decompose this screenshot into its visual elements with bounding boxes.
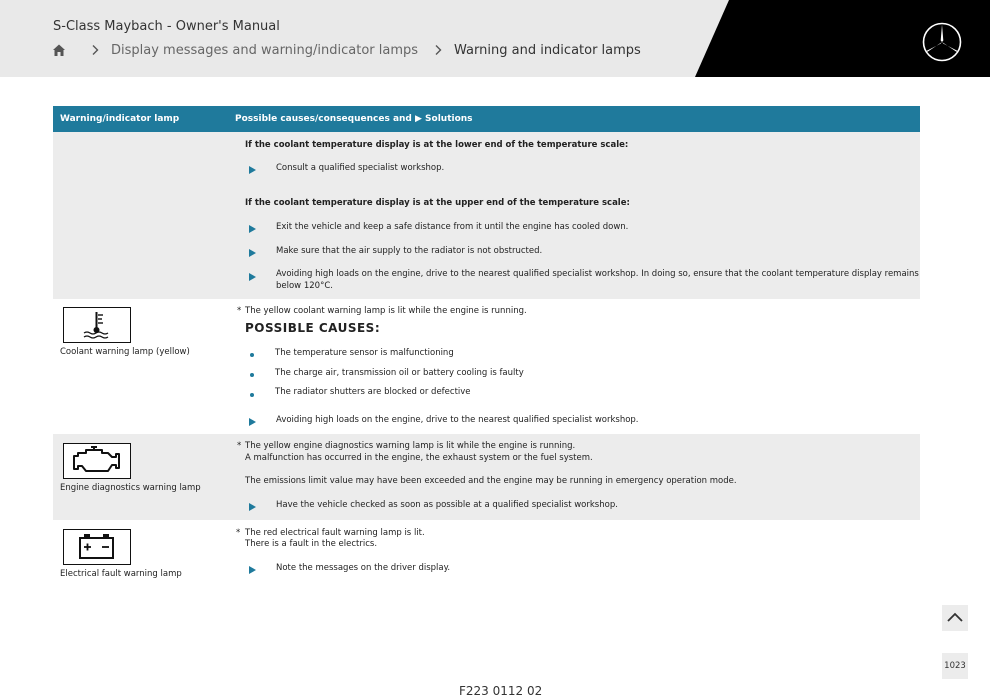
solution-arrow-icon [249, 273, 256, 281]
intro-text: There is a fault in the electrics. [245, 539, 378, 549]
figure-code: F223 0112 02 [459, 684, 543, 698]
causes-cell [235, 520, 920, 590]
table-row [53, 434, 920, 520]
solution-text: below 120°C. [276, 281, 333, 291]
bullet-icon [250, 393, 254, 397]
mercedes-star-icon [922, 22, 962, 62]
solution-arrow-icon [249, 503, 256, 511]
breadcrumb-item-current: Warning and indicator lamps [454, 42, 641, 58]
causes-heading: POSSIBLE CAUSES: [245, 321, 381, 335]
cause-text: The temperature sensor is malfunctioning [275, 348, 454, 358]
lamp-cell [53, 520, 233, 590]
solution-text: Exit the vehicle and keep a safe distance from it until the engine has cooled down. [276, 222, 629, 232]
intro-text: The red electrical fault warning lamp is lit. [245, 528, 425, 538]
causes-cell [235, 434, 920, 520]
solution-arrow-icon [249, 418, 256, 426]
lamp-cell [53, 299, 233, 434]
cause-text: The radiator shutters are blocked or defective [275, 387, 471, 397]
intro-text: The yellow coolant warning lamp is lit while the engine is running. [245, 306, 527, 316]
column-header-causes: Possible causes/consequences and ▶ Solutions [235, 114, 473, 124]
asterisk-icon: * [236, 528, 241, 538]
causes-cell [235, 299, 920, 434]
asterisk-icon: * [237, 306, 242, 316]
page-number[interactable]: 1023 [942, 653, 968, 679]
lamp-name: Coolant warning lamp (yellow) [60, 347, 190, 357]
lamp-cell [53, 434, 233, 520]
breadcrumb [53, 41, 641, 59]
coolant-temperature-icon [64, 308, 129, 341]
solution-arrow-icon [249, 166, 256, 174]
condition-text: If the coolant temperature display is at the upper end of the temperature scale: [245, 198, 630, 208]
solution-text: Make sure that the air supply to the radiator is not obstructed. [276, 246, 543, 256]
warning-lamp-table [53, 106, 920, 590]
solution-text: Avoiding high loads on the engine, drive to the nearest qualified specialist workshop. In doing so, ensure that the coolant temperature display remains [276, 269, 919, 279]
bullet-icon [250, 353, 254, 357]
home-icon[interactable] [53, 44, 65, 56]
scroll-to-top-button[interactable] [942, 605, 968, 631]
intro-text: The yellow engine diagnostics warning lamp is lit while the engine is running. [245, 441, 576, 451]
table-row [53, 520, 920, 590]
bullet-icon [250, 373, 254, 377]
chevron-up-icon [942, 605, 968, 631]
table-row [53, 299, 920, 434]
battery-lamp-box [63, 529, 131, 565]
solution-arrow-icon [249, 566, 256, 574]
engine-lamp-box [63, 443, 131, 479]
solution-arrow-icon [249, 225, 256, 233]
table-row [53, 132, 920, 299]
column-header-lamp: Warning/indicator lamp [60, 114, 180, 124]
solution-text: Consult a qualified specialist workshop. [276, 163, 445, 173]
battery-icon [64, 530, 129, 563]
solution-text: Have the vehicle checked as soon as possible at a qualified specialist workshop. [276, 500, 618, 510]
chevron-right-icon [432, 44, 444, 56]
intro-text: A malfunction has occurred in the engine, the exhaust system or the fuel system. [245, 453, 593, 463]
solution-arrow-icon [249, 249, 256, 257]
causes-cell [235, 132, 920, 299]
doc-title: S-Class Maybach - Owner's Manual [53, 19, 280, 34]
solution-text: Avoiding high loads on the engine, drive to the nearest qualified specialist workshop. [276, 415, 639, 425]
coolant-lamp-box [63, 307, 131, 343]
solution-text: Note the messages on the driver display. [276, 563, 451, 573]
body-text: The emissions limit value may have been exceeded and the engine may be running in emergency operation mode. [245, 476, 737, 486]
condition-text: If the coolant temperature display is at the lower end of the temperature scale: [245, 140, 629, 150]
breadcrumb-item-display-messages[interactable]: Display messages and warning/indicator lamps [111, 42, 419, 58]
cause-text: The charge air, transmission oil or battery cooling is faulty [275, 368, 524, 378]
lamp-name: Engine diagnostics warning lamp [60, 483, 201, 493]
chevron-right-icon [89, 44, 101, 56]
engine-icon [64, 444, 129, 477]
asterisk-icon: * [237, 441, 242, 451]
lamp-name: Electrical fault warning lamp [60, 569, 182, 579]
header [0, 0, 990, 77]
table-header [53, 106, 920, 132]
